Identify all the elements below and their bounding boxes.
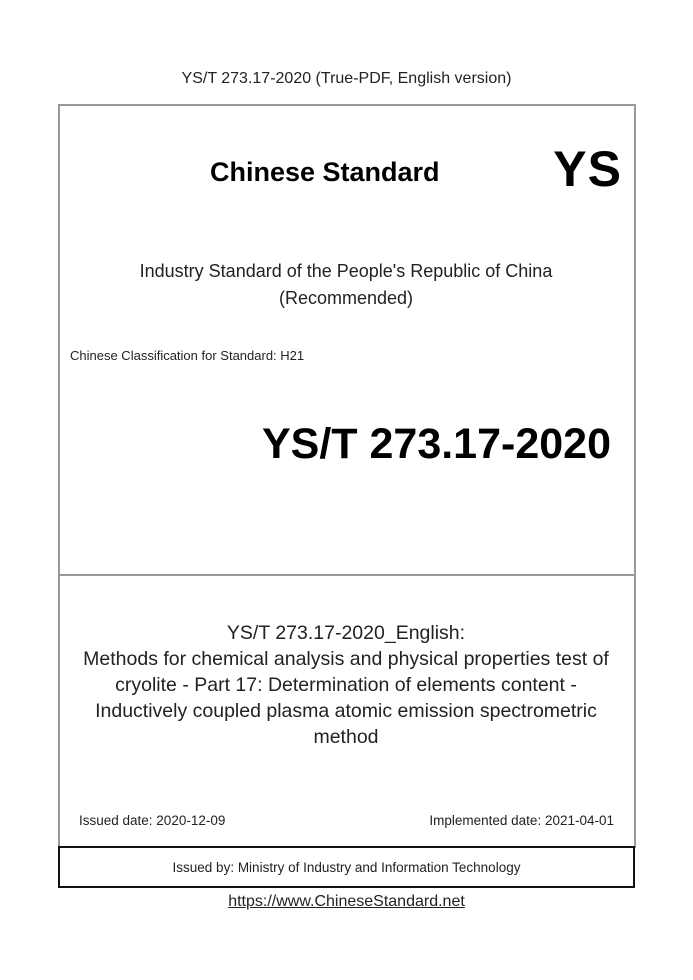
title-line-3: cryolite - Part 17: Determination of elements content - [115, 674, 577, 696]
industry-line-1: Industry Standard of the People's Republic of China [139, 261, 553, 281]
title-row [58, 142, 634, 202]
industry-standard-label [58, 258, 634, 312]
cover-heading: Chinese Standard [210, 157, 440, 187]
website-link[interactable]: https://www.ChineseStandard.net [228, 893, 465, 910]
implemented-date: Implemented date: 2021-04-01 [429, 813, 614, 828]
section-divider [58, 574, 634, 576]
title-line-2: Methods for chemical analysis and physical properties test of [83, 648, 609, 670]
title-line-5: method [313, 726, 379, 748]
classification-label: Chinese Classification for Standard: H21 [70, 348, 305, 363]
title-line-1: YS/T 273.17-2020_English: [226, 622, 466, 644]
issued-date: Issued date: 2020-12-09 [79, 813, 226, 828]
industry-line-2: (Recommended) [278, 288, 414, 308]
document-header: YS/T 273.17-2020 (True-PDF, English version) [181, 70, 512, 87]
standard-number: YS/T 273.17-2020 [261, 420, 611, 468]
english-title-block [58, 620, 634, 750]
issuer-label: Issued by: Ministry of Industry and Information Technology [172, 859, 521, 875]
issuer-box [58, 846, 635, 888]
standard-prefix-mark: YS [553, 141, 622, 197]
title-line-4: Inductively coupled plasma atomic emission spectrometric [95, 700, 597, 722]
